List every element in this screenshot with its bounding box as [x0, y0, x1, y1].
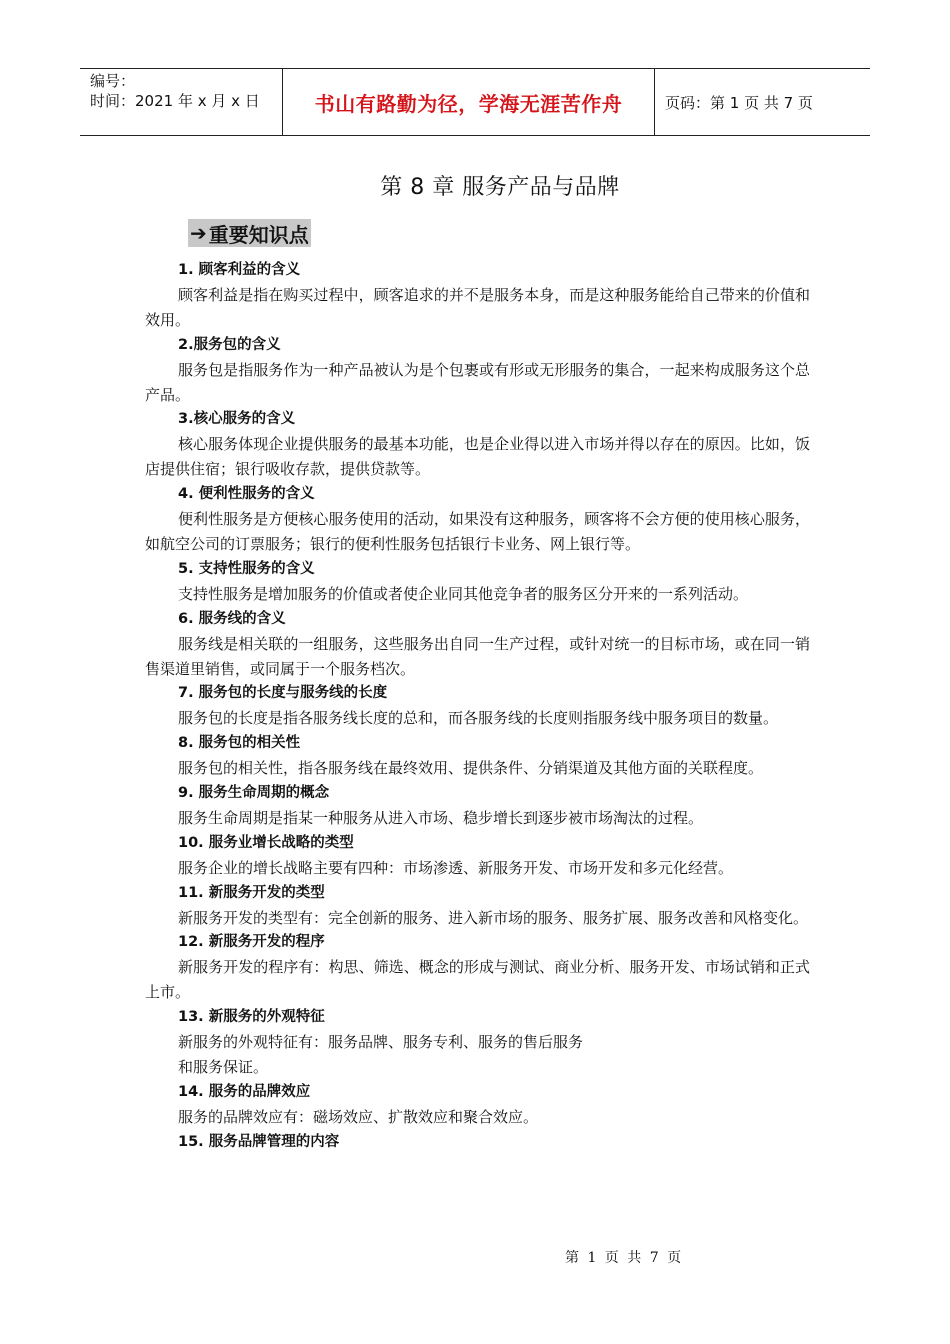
item-title: 3.核心服务的含义	[178, 411, 296, 428]
header-motto: 书山有路勤为径，学海无涯苦作舟	[282, 69, 655, 135]
item-title: 6. 服务线的含义	[178, 610, 286, 627]
section-heading	[188, 219, 311, 247]
item-title: 1. 顾客利益的含义	[178, 262, 301, 278]
item-title: 5. 支持性服务的含义	[178, 560, 315, 577]
item-body: 新服务的外观特征有：服务品牌、服务专利、服务的售后服务	[178, 1033, 584, 1052]
date-line: 时间：2021 年 x 月 x 日	[90, 92, 260, 110]
item-body: 服务包的长度是指各服务线长度的总和，而各服务线的长度则指服务线中服务项目的数量。	[178, 709, 779, 728]
page-header	[80, 68, 870, 136]
item-title: 9. 服务生命周期的概念	[178, 785, 330, 802]
number-label: 编号：	[90, 72, 136, 90]
item-title: 14. 服务的品牌效应	[178, 1083, 311, 1100]
knowledge-points	[145, 258, 810, 1155]
header-meta	[80, 69, 282, 135]
section-heading-label: 重要知识点	[208, 222, 309, 247]
item-title: 12. 新服务开发的程序	[178, 934, 325, 951]
arrow-right-icon: ➔	[190, 221, 207, 245]
item-body: 服务线是相关联的一组服务，这些服务出自同一生产过程，或针对统一的目标市场，或在同一销售渠道里销售，或同属于一个服务档次。	[145, 634, 810, 678]
chapter-title: 第 8 章 服务产品与品牌	[380, 175, 620, 200]
item-body: 服务企业的增长战略主要有四种：市场渗透、新服务开发、市场开发和多元化经营。	[178, 858, 734, 877]
item-body: 和服务保证。	[178, 1058, 269, 1076]
page-footer: 第 1 页 共 7 页	[565, 1250, 682, 1266]
item-body: 服务包的相关性，指各服务线在最终效用、提供条件、分销渠道及其他方面的关联程度。	[178, 759, 764, 778]
item-body: 核心服务体现企业提供服务的最基本功能，也是企业得以进入市场并得以存在的原因。比如，饭店提供住宿；银行吸收存款，提供贷款等。	[145, 435, 810, 479]
item-body: 服务生命周期是指某一种服务从进入市场、稳步增长到逐步被市场淘汰的过程。	[178, 808, 704, 827]
item-title: 8. 服务包的相关性	[178, 735, 301, 752]
item-title: 4. 便利性服务的含义	[178, 486, 315, 503]
item-title: 13. 新服务的外观特征	[178, 1009, 325, 1026]
item-body: 服务的品牌效应有：磁场效应、扩散效应和聚合效应。	[178, 1107, 539, 1126]
item-body: 支持性服务是增加服务的价值或者使企业同其他竞争者的服务区分开来的一系列活动。	[178, 584, 749, 603]
item-body: 便利性服务是方便核心服务使用的活动，如果没有这种服务，顾客将不会方便的使用核心服务，如航空公司的订票服务；银行的便利性服务包括银行卡业务、网上银行等。	[145, 510, 810, 553]
item-title: 10. 服务业增长战略的类型	[178, 834, 354, 851]
item-body: 服务包是指服务作为一种产品被认为是个包裹或有形或无形服务的集合，一起来构成服务这个总产品。	[145, 360, 810, 404]
item-body: 新服务开发的程序有：构思、筛选、概念的形成与测试、商业分析、服务开发、市场试销和正式上市。	[145, 958, 810, 1002]
item-title: 11. 新服务开发的类型	[178, 884, 325, 901]
item-title: 2.服务包的含义	[178, 336, 281, 353]
header-page-info: 页码：第 1 页 共 7 页	[665, 93, 813, 112]
item-title: 7. 服务包的长度与服务线的长度	[178, 685, 388, 702]
item-title: 15. 服务品牌管理的内容	[178, 1133, 340, 1150]
item-body: 新服务开发的类型有：完全创新的服务、进入新市场的服务、服务扩展、服务改善和风格变化。	[178, 908, 809, 927]
item-body: 顾客利益是指在购买过程中，顾客追求的并不是服务本身，而是这种服务能给自己带来的价值和效用。	[145, 285, 810, 329]
